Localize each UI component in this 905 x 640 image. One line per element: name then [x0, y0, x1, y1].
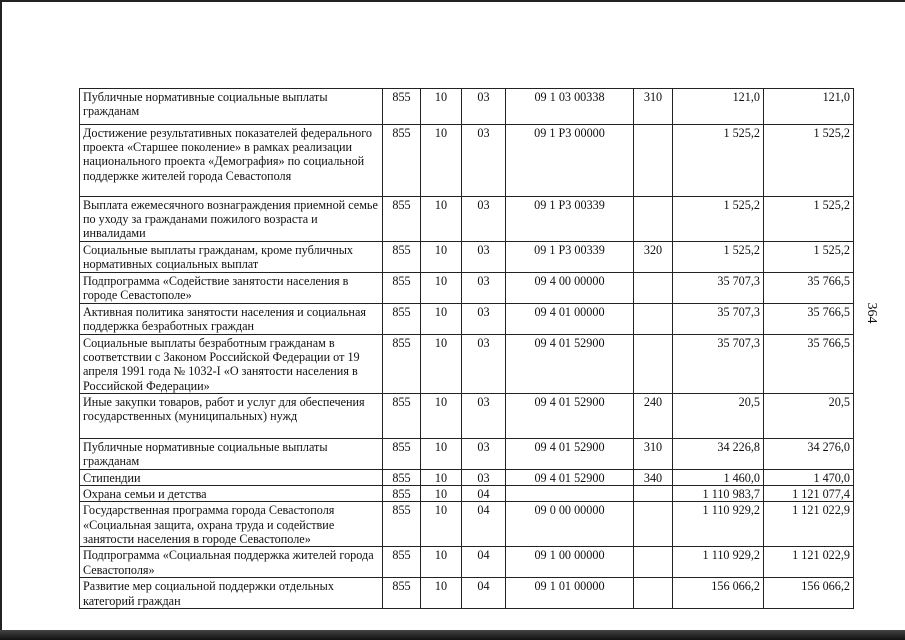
subsection-cell: 03	[462, 439, 506, 470]
amount-year1-cell: 35 707,3	[673, 304, 764, 335]
section-cell: 10	[421, 89, 462, 125]
row-name-cell: Государственная программа города Севастополя «Социальная защита, охрана труда и содействие занятости населения в городе Севастополе»	[80, 502, 383, 547]
expense-type-cell	[634, 547, 673, 578]
amount-year1-cell: 1 110 929,2	[673, 502, 764, 547]
row-name-cell: Публичные нормативные социальные выплаты гражданам	[80, 89, 383, 125]
row-name-cell: Выплата ежемесячного вознаграждения приемной семье по уходу за гражданами пожилого возраста и инвалидами	[80, 197, 383, 242]
row-name-cell: Иные закупки товаров, работ и услуг для обеспечения государственных (муниципальных) нужд	[80, 394, 383, 439]
amount-year2-cell: 156 066,2	[764, 578, 854, 609]
row-name-cell: Достижение результативных показателей федерального проекта «Старшее поколение» в рамках реализации национального проекта «Демография» по социальной поддержке жителей города Севастополя	[80, 125, 383, 197]
subsection-cell: 03	[462, 470, 506, 486]
amount-year2-cell: 1 525,2	[764, 125, 854, 197]
subsection-cell: 03	[462, 197, 506, 242]
amount-year1-cell: 1 460,0	[673, 470, 764, 486]
ved-cell: 855	[383, 89, 421, 125]
section-cell: 10	[421, 304, 462, 335]
subsection-cell: 04	[462, 486, 506, 502]
amount-year2-cell: 35 766,5	[764, 304, 854, 335]
subsection-cell: 04	[462, 547, 506, 578]
amount-year1-cell: 1 525,2	[673, 242, 764, 273]
section-cell: 10	[421, 470, 462, 486]
ved-cell: 855	[383, 273, 421, 304]
section-cell: 10	[421, 578, 462, 609]
ved-cell: 855	[383, 470, 421, 486]
target-article-cell: 09 4 01 52900	[506, 470, 634, 486]
subsection-cell: 03	[462, 125, 506, 197]
amount-year2-cell: 1 121 022,9	[764, 502, 854, 547]
target-article-cell: 09 4 01 52900	[506, 335, 634, 394]
ved-cell: 855	[383, 335, 421, 394]
subsection-cell: 03	[462, 304, 506, 335]
target-article-cell: 09 1 00 00000	[506, 547, 634, 578]
ved-cell: 855	[383, 439, 421, 470]
target-article-cell: 09 1 P3 00339	[506, 197, 634, 242]
amount-year1-cell: 156 066,2	[673, 578, 764, 609]
amount-year1-cell: 121,0	[673, 89, 764, 125]
amount-year2-cell: 1 121 077,4	[764, 486, 854, 502]
expense-type-cell	[634, 486, 673, 502]
ved-cell: 855	[383, 304, 421, 335]
expense-type-cell	[634, 197, 673, 242]
scan-edge-left	[0, 0, 2, 640]
expense-type-cell	[634, 502, 673, 547]
amount-year2-cell: 1 525,2	[764, 197, 854, 242]
amount-year2-cell: 35 766,5	[764, 273, 854, 304]
table-row	[80, 502, 854, 547]
ved-cell: 855	[383, 502, 421, 547]
expense-type-cell	[634, 304, 673, 335]
subsection-cell: 03	[462, 273, 506, 304]
budget-table	[79, 88, 854, 609]
amount-year1-cell: 1 525,2	[673, 197, 764, 242]
table-row	[80, 335, 854, 394]
amount-year1-cell: 35 707,3	[673, 273, 764, 304]
table-row	[80, 197, 854, 242]
expense-type-cell	[634, 125, 673, 197]
section-cell: 10	[421, 394, 462, 439]
amount-year2-cell: 20,5	[764, 394, 854, 439]
target-article-cell: 09 1 03 00338	[506, 89, 634, 125]
row-name-cell: Публичные нормативные социальные выплаты гражданам	[80, 439, 383, 470]
expense-type-cell: 240	[634, 394, 673, 439]
section-cell: 10	[421, 502, 462, 547]
table-row	[80, 547, 854, 578]
amount-year2-cell: 1 525,2	[764, 242, 854, 273]
expense-type-cell: 310	[634, 439, 673, 470]
amount-year2-cell: 34 276,0	[764, 439, 854, 470]
table-row	[80, 89, 854, 125]
table-row	[80, 242, 854, 273]
row-name-cell: Охрана семьи и детства	[80, 486, 383, 502]
ved-cell: 855	[383, 486, 421, 502]
amount-year1-cell: 34 226,8	[673, 439, 764, 470]
table-row	[80, 470, 854, 486]
subsection-cell: 03	[462, 335, 506, 394]
ved-cell: 855	[383, 578, 421, 609]
expense-type-cell	[634, 578, 673, 609]
section-cell: 10	[421, 439, 462, 470]
amount-year1-cell: 20,5	[673, 394, 764, 439]
expense-type-cell: 310	[634, 89, 673, 125]
ved-cell: 855	[383, 197, 421, 242]
subsection-cell: 03	[462, 89, 506, 125]
row-name-cell: Подпрограмма «Социальная поддержка жителей города Севастополя»	[80, 547, 383, 578]
amount-year1-cell: 35 707,3	[673, 335, 764, 394]
amount-year1-cell: 1 110 983,7	[673, 486, 764, 502]
amount-year2-cell: 1 121 022,9	[764, 547, 854, 578]
section-cell: 10	[421, 486, 462, 502]
ved-cell: 855	[383, 125, 421, 197]
ved-cell: 855	[383, 547, 421, 578]
expense-type-cell: 340	[634, 470, 673, 486]
table-row	[80, 304, 854, 335]
target-article-cell: 09 0 00 00000	[506, 502, 634, 547]
page-number: 364	[864, 302, 879, 324]
amount-year2-cell: 35 766,5	[764, 335, 854, 394]
target-article-cell: 09 4 01 00000	[506, 304, 634, 335]
table-row	[80, 273, 854, 304]
table-row	[80, 486, 854, 502]
table-row	[80, 439, 854, 470]
section-cell: 10	[421, 197, 462, 242]
budget-table-body	[80, 89, 854, 609]
target-article-cell	[506, 486, 634, 502]
subsection-cell: 03	[462, 242, 506, 273]
target-article-cell: 09 1 01 00000	[506, 578, 634, 609]
expense-type-cell: 320	[634, 242, 673, 273]
subsection-cell: 04	[462, 502, 506, 547]
subsection-cell: 03	[462, 394, 506, 439]
row-name-cell: Подпрограмма «Содействие занятости населения в городе Севастополе»	[80, 273, 383, 304]
expense-type-cell	[634, 335, 673, 394]
table-row	[80, 125, 854, 197]
scan-edge-bottom	[0, 630, 905, 640]
amount-year2-cell: 1 470,0	[764, 470, 854, 486]
scan-edge-top	[0, 0, 905, 2]
ved-cell: 855	[383, 394, 421, 439]
amount-year1-cell: 1 110 929,2	[673, 547, 764, 578]
expense-type-cell	[634, 273, 673, 304]
amount-year2-cell: 121,0	[764, 89, 854, 125]
row-name-cell: Развитие мер социальной поддержки отдельных категорий граждан	[80, 578, 383, 609]
table-row	[80, 578, 854, 609]
table-row	[80, 394, 854, 439]
ved-cell: 855	[383, 242, 421, 273]
row-name-cell: Стипендии	[80, 470, 383, 486]
target-article-cell: 09 1 P3 00339	[506, 242, 634, 273]
target-article-cell: 09 1 P3 00000	[506, 125, 634, 197]
section-cell: 10	[421, 242, 462, 273]
section-cell: 10	[421, 335, 462, 394]
section-cell: 10	[421, 547, 462, 578]
row-name-cell: Социальные выплаты гражданам, кроме публичных нормативных социальных выплат	[80, 242, 383, 273]
row-name-cell: Активная политика занятости населения и социальная поддержка безработных граждан	[80, 304, 383, 335]
target-article-cell: 09 4 00 00000	[506, 273, 634, 304]
section-cell: 10	[421, 125, 462, 197]
amount-year1-cell: 1 525,2	[673, 125, 764, 197]
target-article-cell: 09 4 01 52900	[506, 394, 634, 439]
row-name-cell: Социальные выплаты безработным гражданам в соответствии с Законом Российской Федерации от 19 апреля 1991 года № 1032-I «О занятости населения в Российской Федерации»	[80, 335, 383, 394]
target-article-cell: 09 4 01 52900	[506, 439, 634, 470]
subsection-cell: 04	[462, 578, 506, 609]
section-cell: 10	[421, 273, 462, 304]
